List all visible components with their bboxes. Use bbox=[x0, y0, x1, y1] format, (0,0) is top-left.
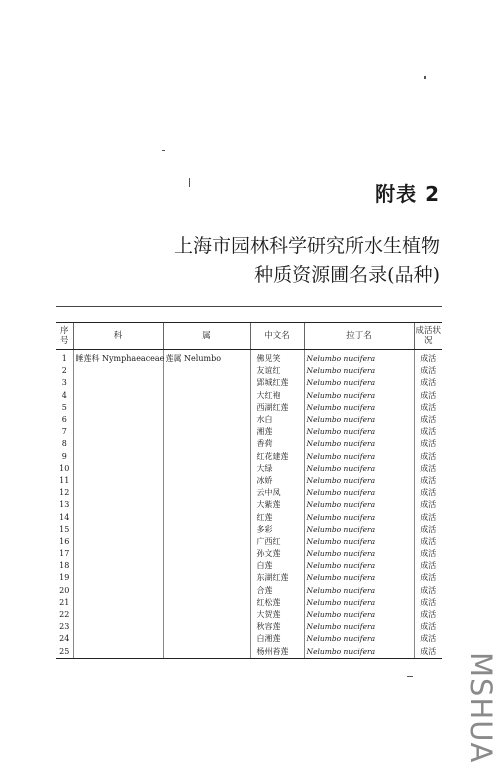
cell-status: 成活 bbox=[414, 585, 442, 597]
cell-chinese-name: 孙文莲 bbox=[250, 548, 304, 560]
table-row bbox=[56, 560, 442, 572]
cell-genus bbox=[163, 365, 250, 377]
table-row bbox=[56, 609, 442, 621]
cell-status: 成活 bbox=[414, 572, 442, 584]
cell-family bbox=[73, 524, 163, 536]
cell-no: 7 bbox=[61, 427, 67, 437]
cell-chinese-name: 红松莲 bbox=[250, 597, 304, 609]
cell-family bbox=[73, 572, 163, 584]
cell-latin-name: Nelumbo nucifera bbox=[304, 350, 414, 366]
cell-latin-name: Nelumbo nucifera bbox=[304, 560, 414, 572]
cell-status: 成活 bbox=[414, 511, 442, 523]
header-no: 序号 bbox=[56, 323, 73, 350]
cell-genus bbox=[163, 377, 250, 389]
cell-status: 成活 bbox=[414, 597, 442, 609]
cell-no: 22 bbox=[59, 610, 70, 620]
cell-no: 23 bbox=[59, 622, 70, 632]
cell-status: 成活 bbox=[414, 560, 442, 572]
cell-no: 10 bbox=[59, 463, 70, 473]
cell-status: 成活 bbox=[414, 438, 442, 450]
header-latin-name: 拉丁名 bbox=[304, 323, 414, 350]
table-row bbox=[56, 475, 442, 487]
cell-latin-name: Nelumbo nucifera bbox=[304, 402, 414, 414]
cell-genus bbox=[163, 572, 250, 584]
cell-status: 成活 bbox=[414, 621, 442, 633]
cell-no: 17 bbox=[59, 549, 70, 559]
cell-no: 20 bbox=[59, 585, 70, 595]
cell-genus bbox=[163, 597, 250, 609]
title-line-2: 种质资源圃名录(品种) bbox=[254, 264, 440, 286]
cell-genus bbox=[163, 438, 250, 450]
cell-genus bbox=[163, 463, 250, 475]
cell-family bbox=[73, 633, 163, 645]
cell-genus bbox=[163, 475, 250, 487]
table-row bbox=[56, 499, 442, 511]
cell-latin-name: Nelumbo nucifera bbox=[304, 609, 414, 621]
cell-family bbox=[73, 377, 163, 389]
cell-chinese-name: 郢城红莲 bbox=[250, 377, 304, 389]
cell-no: 19 bbox=[59, 573, 70, 583]
scan-speck bbox=[189, 178, 190, 187]
cell-family bbox=[73, 390, 163, 402]
cell-status: 成活 bbox=[414, 426, 442, 438]
cell-genus bbox=[163, 585, 250, 597]
cell-no: 18 bbox=[59, 561, 70, 571]
cell-family bbox=[73, 621, 163, 633]
table-row bbox=[56, 350, 442, 366]
cell-status: 成活 bbox=[414, 365, 442, 377]
cell-status: 成活 bbox=[414, 609, 442, 621]
cell-genus bbox=[163, 511, 250, 523]
cell-latin-name: Nelumbo nucifera bbox=[304, 487, 414, 499]
table-row bbox=[56, 487, 442, 499]
cell-latin-name: Nelumbo nucifera bbox=[304, 414, 414, 426]
cell-latin-name: Nelumbo nucifera bbox=[304, 633, 414, 645]
table-row bbox=[56, 633, 442, 645]
table-row bbox=[56, 621, 442, 633]
cell-latin-name: Nelumbo nucifera bbox=[304, 548, 414, 560]
cell-chinese-name: 大贺莲 bbox=[250, 609, 304, 621]
header-family: 科 bbox=[73, 323, 163, 350]
cell-no: 11 bbox=[59, 475, 70, 485]
watermark-text: MSHUA bbox=[464, 652, 498, 764]
cell-no: 4 bbox=[61, 390, 67, 400]
cell-status: 成活 bbox=[414, 499, 442, 511]
cell-status: 成活 bbox=[414, 487, 442, 499]
cell-family bbox=[73, 646, 163, 659]
appendix-label: 附表 2 bbox=[375, 182, 440, 206]
cell-status: 成活 bbox=[414, 536, 442, 548]
table-body bbox=[56, 350, 442, 659]
cell-no: 1 bbox=[61, 354, 67, 364]
cell-chinese-name: 广西红 bbox=[250, 536, 304, 548]
cell-family bbox=[73, 560, 163, 572]
cell-no: 3 bbox=[61, 378, 67, 388]
cell-family bbox=[73, 548, 163, 560]
cell-chinese-name: 红花建莲 bbox=[250, 451, 304, 463]
cell-status: 成活 bbox=[414, 451, 442, 463]
cell-chinese-name: 秋容莲 bbox=[250, 621, 304, 633]
cell-status: 成活 bbox=[414, 377, 442, 389]
cell-family bbox=[73, 463, 163, 475]
cell-family bbox=[73, 585, 163, 597]
table-row bbox=[56, 390, 442, 402]
cell-latin-name: Nelumbo nucifera bbox=[304, 365, 414, 377]
cell-no: 21 bbox=[59, 597, 70, 607]
cell-genus bbox=[163, 633, 250, 645]
cell-chinese-name: 佛见笑 bbox=[250, 350, 304, 366]
cell-genus bbox=[163, 402, 250, 414]
scan-speck bbox=[424, 76, 426, 79]
cell-family bbox=[73, 536, 163, 548]
table-row bbox=[56, 548, 442, 560]
cell-family bbox=[73, 609, 163, 621]
cell-family bbox=[73, 475, 163, 487]
table-row bbox=[56, 402, 442, 414]
cell-chinese-name: 湘莲 bbox=[250, 426, 304, 438]
cell-latin-name: Nelumbo nucifera bbox=[304, 451, 414, 463]
cell-status: 成活 bbox=[414, 390, 442, 402]
page-title bbox=[174, 232, 440, 290]
cell-chinese-name: 大绿 bbox=[250, 463, 304, 475]
cell-latin-name: Nelumbo nucifera bbox=[304, 475, 414, 487]
cell-family bbox=[73, 438, 163, 450]
table-row bbox=[56, 511, 442, 523]
cell-genus bbox=[163, 487, 250, 499]
cell-no: 13 bbox=[59, 500, 70, 510]
table-row bbox=[56, 451, 442, 463]
table-row bbox=[56, 524, 442, 536]
germplasm-catalog-table bbox=[56, 322, 442, 659]
cell-no: 12 bbox=[59, 488, 70, 498]
cell-chinese-name: 合莲 bbox=[250, 585, 304, 597]
cell-genus bbox=[163, 621, 250, 633]
cell-chinese-name: 友谊红 bbox=[250, 365, 304, 377]
table-row bbox=[56, 463, 442, 475]
cell-chinese-name: 西湖红莲 bbox=[250, 402, 304, 414]
cell-family bbox=[73, 414, 163, 426]
cell-genus bbox=[163, 414, 250, 426]
cell-latin-name: Nelumbo nucifera bbox=[304, 438, 414, 450]
cell-latin-name: Nelumbo nucifera bbox=[304, 390, 414, 402]
cell-family bbox=[73, 487, 163, 499]
cell-chinese-name: 白莲 bbox=[250, 560, 304, 572]
cell-latin-name: Nelumbo nucifera bbox=[304, 572, 414, 584]
cell-family bbox=[73, 426, 163, 438]
cell-chinese-name: 红莲 bbox=[250, 511, 304, 523]
cell-status: 成活 bbox=[414, 548, 442, 560]
cell-chinese-name: 冰娇 bbox=[250, 475, 304, 487]
cell-chinese-name: 云中凤 bbox=[250, 487, 304, 499]
cell-status: 成活 bbox=[414, 646, 442, 659]
cell-latin-name: Nelumbo nucifera bbox=[304, 646, 414, 659]
cell-no: 15 bbox=[59, 524, 70, 534]
cell-genus bbox=[163, 560, 250, 572]
cell-latin-name: Nelumbo nucifera bbox=[304, 597, 414, 609]
cell-latin-name: Nelumbo nucifera bbox=[304, 463, 414, 475]
cell-no: 8 bbox=[61, 439, 67, 449]
cell-latin-name: Nelumbo nucifera bbox=[304, 536, 414, 548]
cell-genus bbox=[163, 499, 250, 511]
cell-latin-name: Nelumbo nucifera bbox=[304, 621, 414, 633]
cell-genus bbox=[163, 524, 250, 536]
cell-latin-name: Nelumbo nucifera bbox=[304, 585, 414, 597]
cell-chinese-name: 杨州苔莲 bbox=[250, 646, 304, 659]
cell-status: 成活 bbox=[414, 350, 442, 366]
cell-chinese-name: 白湘莲 bbox=[250, 633, 304, 645]
cell-chinese-name: 大紫莲 bbox=[250, 499, 304, 511]
table-row bbox=[56, 377, 442, 389]
cell-latin-name: Nelumbo nucifera bbox=[304, 524, 414, 536]
cell-family bbox=[73, 402, 163, 414]
table-row bbox=[56, 597, 442, 609]
cell-chinese-name: 香荷 bbox=[250, 438, 304, 450]
cell-no: 5 bbox=[61, 402, 67, 412]
cell-no: 9 bbox=[61, 451, 67, 461]
cell-genus bbox=[163, 646, 250, 659]
scan-speck bbox=[407, 676, 413, 677]
cell-latin-name: Nelumbo nucifera bbox=[304, 499, 414, 511]
header-rule bbox=[56, 306, 442, 307]
table-row bbox=[56, 414, 442, 426]
cell-no: 14 bbox=[59, 512, 70, 522]
cell-family bbox=[73, 511, 163, 523]
header-chinese-name: 中文名 bbox=[250, 323, 304, 350]
cell-genus bbox=[163, 609, 250, 621]
cell-no: 16 bbox=[59, 536, 70, 546]
table-row bbox=[56, 585, 442, 597]
cell-genus bbox=[163, 548, 250, 560]
cell-no: 2 bbox=[61, 366, 67, 376]
cell-family bbox=[73, 597, 163, 609]
cell-chinese-name: 东湖红莲 bbox=[250, 572, 304, 584]
cell-family bbox=[73, 499, 163, 511]
scan-speck bbox=[162, 150, 165, 151]
cell-status: 成活 bbox=[414, 402, 442, 414]
cell-status: 成活 bbox=[414, 524, 442, 536]
cell-genus bbox=[163, 390, 250, 402]
table-row bbox=[56, 536, 442, 548]
cell-chinese-name: 水白 bbox=[250, 414, 304, 426]
title-line-1: 上海市园林科学研究所水生植物 bbox=[173, 235, 440, 257]
cell-genus bbox=[163, 536, 250, 548]
header-status: 成活状况 bbox=[414, 323, 442, 350]
cell-status: 成活 bbox=[414, 463, 442, 475]
cell-no: 25 bbox=[56, 646, 73, 659]
cell-status: 成活 bbox=[414, 633, 442, 645]
table-row bbox=[56, 438, 442, 450]
cell-latin-name: Nelumbo nucifera bbox=[304, 377, 414, 389]
cell-chinese-name: 大红袍 bbox=[250, 390, 304, 402]
table-row bbox=[56, 365, 442, 377]
table-row bbox=[56, 426, 442, 438]
cell-status: 成活 bbox=[414, 475, 442, 487]
header-genus: 属 bbox=[163, 323, 250, 350]
cell-status: 成活 bbox=[414, 414, 442, 426]
cell-no: 24 bbox=[59, 634, 70, 644]
cell-latin-name: Nelumbo nucifera bbox=[304, 426, 414, 438]
table-row bbox=[56, 572, 442, 584]
cell-genus: 莲属 Nelumbo bbox=[163, 350, 250, 366]
cell-genus bbox=[163, 426, 250, 438]
cell-no: 6 bbox=[61, 415, 67, 425]
table-header-row bbox=[56, 323, 442, 350]
cell-latin-name: Nelumbo nucifera bbox=[304, 511, 414, 523]
cell-chinese-name: 多彩 bbox=[250, 524, 304, 536]
cell-family bbox=[73, 451, 163, 463]
cell-family bbox=[73, 365, 163, 377]
watermark bbox=[452, 652, 498, 770]
cell-genus bbox=[163, 451, 250, 463]
table-row bbox=[56, 646, 442, 659]
cell-family: 睡莲科 Nymphaeaceae bbox=[73, 350, 163, 366]
